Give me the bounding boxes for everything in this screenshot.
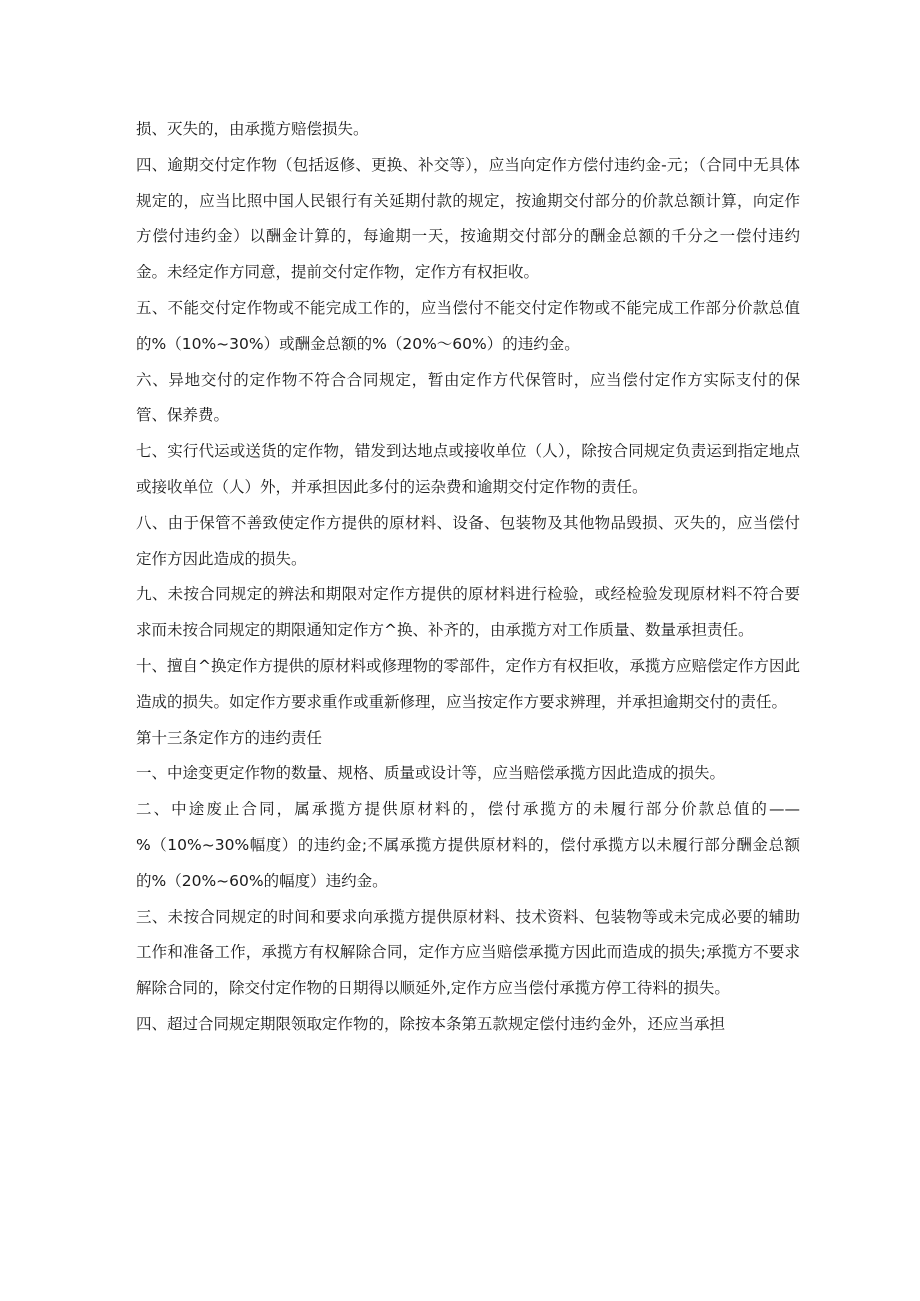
paragraph-clause-4-late-delivery: 四、逾期交付定作物（包括返修、更换、补交等），应当向定作方偿付违约金-元；（合同中无具体规定的，应当比照中国人民银行有关延期付款的规定，按逾期交付部分的价款总额计算，向定作方偿付违约金）以酬金计算的，每逾期一天，按逾期交付部分的酬金总额的千分之一偿付违约金。未经定作方同意，提前交付定作物，定作方有权拒收。 bbox=[136, 155, 800, 282]
paragraph-clause-7-misdelivery: 七、实行代运或送货的定作物，错发到达地点或接收单位（人），除按合同规定负责运到指定地点或接收单位（人）外，并承担因此多付的运杂费和逾期交付定作物的责任。 bbox=[136, 442, 800, 496]
section-heading-article-13: 第十三条定作方的违约责任 bbox=[136, 728, 323, 747]
paragraph-loss-continuation: 损、灭失的，由承揽方赔偿损失。 bbox=[136, 120, 369, 138]
paragraph-article-13-item-4: 四、超过合同规定期限领取定作物的，除按本条第五款规定偿付违约金外，还应当承担 bbox=[136, 1014, 726, 1033]
paragraph-article-13-item-3: 三、未按合同规定的时间和要求向承揽方提供原材料、技术资料、包装物等或未完成必要的辅助工作和准备工作，承揽方有权解除合同，定作方应当赔偿承揽方因此而造成的损失;承揽方不要求解除合同的，除交付定作物的日期得以顺延外,定作方应当偿付承揽方停工待料的损失。 bbox=[136, 907, 800, 998]
paragraph-clause-5-non-delivery: 五、不能交付定作物或不能完成工作的，应当偿付不能交付定作物或不能完成工作部分价款总值的%（10%~30%）或酬金总额的%（20%～60%）的违约金。 bbox=[136, 298, 800, 353]
paragraph-article-13-item-2: 二、中途废止合同，属承揽方提供原材料的，偿付承揽方的未履行部分价款总值的——%（10%~30%幅度）的违约金;不属承揽方提供原材料的，偿付承揽方以未履行部分酬金总额的%（20%~60%的幅度）违约金。 bbox=[136, 800, 800, 890]
paragraph-clause-10-replacement: 十、擅自^换定作方提供的原材料或修理物的零部件，定作方有权拒收，承揽方应赔偿定作方因此造成的损失。如定作方要求重作或重新修理，应当按定作方要求辨理，并承担逾期交付的责任。 bbox=[136, 656, 800, 711]
paragraph-article-13-item-1: 一、中途变更定作物的数量、规格、质量或设计等，应当赔偿承揽方因此造成的损失。 bbox=[136, 764, 726, 783]
paragraph-clause-9-inspection: 九、未按合同规定的辨法和期限对定作方提供的原材料进行检验，或经检验发现原材料不符合要求而未按合同规定的期限通知定作方^换、补齐的，由承揽方对工作质量、数量承担责任。 bbox=[136, 585, 800, 640]
contract-body-text bbox=[136, 112, 800, 1043]
paragraph-clause-8-poor-storage: 八、由于保管不善致使定作方提供的原材料、设备、包装物及其他物品毁损、灭失的，应当偿付定作方因此造成的损失。 bbox=[136, 513, 800, 568]
paragraph-clause-6-remote-delivery: 六、异地交付的定作物不符合合同规定，暂由定作方代保管时，应当偿付定作方实际支付的保管、保养费。 bbox=[136, 370, 800, 425]
